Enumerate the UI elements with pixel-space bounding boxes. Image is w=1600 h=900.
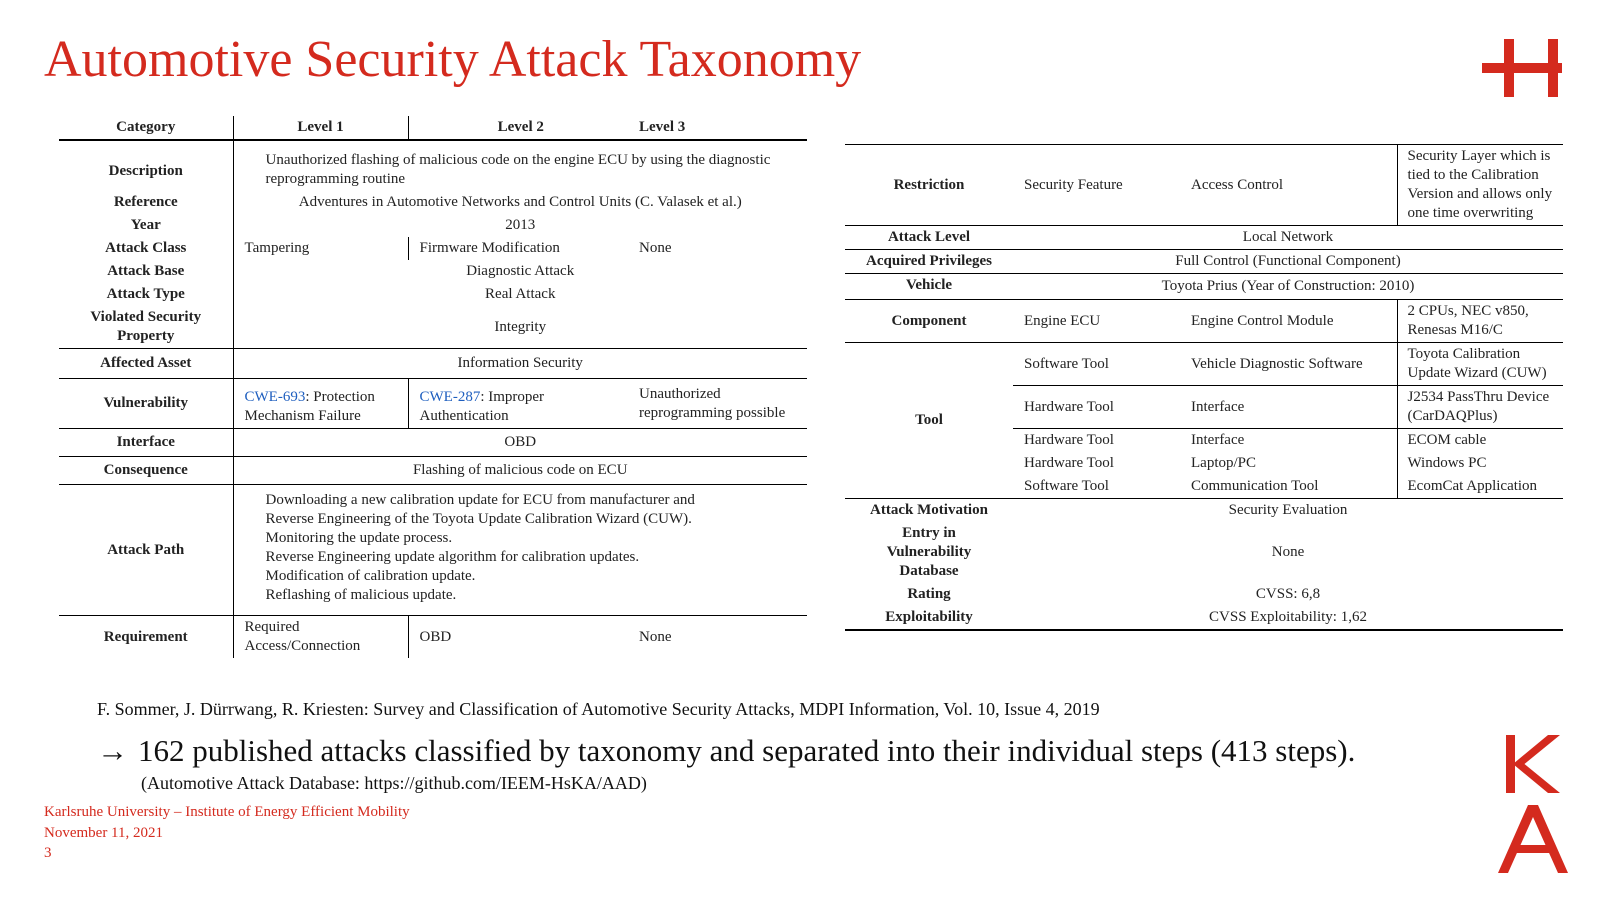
vulnerability-level1 bbox=[233, 379, 408, 429]
cwe-693-link[interactable]: CWE-693 bbox=[244, 389, 306, 405]
component-level1: Engine ECU bbox=[1024, 312, 1101, 329]
vulnerability-level1-text: : Protection Mechanism Failure bbox=[244, 389, 375, 424]
requirement-level2: OBD bbox=[419, 628, 452, 645]
slide-title: Automotive Security Attack Taxonomy bbox=[44, 31, 862, 88]
attack-taxonomy-table-right bbox=[845, 144, 1563, 631]
row-label-acquired-privileges: Acquired Privileges bbox=[866, 253, 992, 269]
attack-path-step: Downloading a new calibration update for ECU from manufacturer and bbox=[265, 492, 695, 508]
tool-row2-level1: Hardware Tool bbox=[1024, 398, 1114, 415]
tool-row4-level2: Laptop/PC bbox=[1191, 455, 1257, 471]
row-label-restriction: Restriction bbox=[893, 176, 965, 193]
row-label-attack-type: Attack Type bbox=[59, 283, 233, 306]
interface-value: OBD bbox=[504, 434, 537, 450]
cwe-287-link[interactable]: CWE-287 bbox=[419, 389, 481, 405]
attack-class-level3: None bbox=[639, 240, 672, 256]
table-row bbox=[845, 226, 1563, 250]
table-row bbox=[59, 260, 807, 283]
summary-bullet bbox=[97, 733, 1355, 769]
tool-row1-level1: Software Tool bbox=[1024, 355, 1109, 372]
footer-date: November 11, 2021 bbox=[44, 825, 164, 841]
vulnerability-db-value: None bbox=[1271, 544, 1305, 560]
row-label-attack-level: Attack Level bbox=[887, 229, 971, 245]
tool-row5-level2: Communication Tool bbox=[1191, 478, 1319, 494]
row-label-affected-asset: Affected Asset bbox=[59, 349, 233, 379]
year-value: 2013 bbox=[505, 217, 536, 233]
tool-row1-level3: Toyota Calibration Update Wizard (CUW) bbox=[1397, 343, 1563, 386]
tool-row5-level1: Software Tool bbox=[1024, 478, 1109, 494]
tool-row2-level2: Interface bbox=[1191, 398, 1245, 415]
affected-asset-value: Information Security bbox=[457, 355, 583, 371]
row-label-interface: Interface bbox=[59, 429, 233, 457]
attack-taxonomy-table-left bbox=[59, 116, 807, 658]
row-label-violated-property: Violated Security Property bbox=[59, 306, 233, 349]
component-level2: Engine Control Module bbox=[1191, 312, 1334, 329]
row-label-component: Component bbox=[891, 312, 967, 329]
table-row bbox=[845, 300, 1563, 343]
row-label-vulnerability: Vulnerability bbox=[59, 379, 233, 429]
tool-row2-level3: J2534 PassThru Device (CarDAQPlus) bbox=[1397, 386, 1563, 429]
reference-value: Adventures in Automotive Networks and Control Units (C. Valasek et al.) bbox=[298, 194, 742, 210]
table-row bbox=[59, 616, 807, 659]
tool-row3-level3: ECOM cable bbox=[1397, 429, 1563, 453]
exploitability-value: CVSS Exploitability: 1,62 bbox=[1209, 609, 1367, 625]
attack-path-step: Reverse Engineering of the Toyota Update Calibration Wizard (CUW). bbox=[265, 511, 692, 527]
table-row bbox=[845, 274, 1563, 300]
vulnerability-level2-text: : Improper Authentication bbox=[419, 389, 545, 424]
table-row bbox=[845, 250, 1563, 274]
violated-property-value: Integrity bbox=[494, 318, 547, 335]
vulnerability-level2 bbox=[408, 379, 633, 429]
rating-value: CVSS: 6,8 bbox=[1255, 586, 1321, 602]
attack-path-list bbox=[233, 485, 807, 616]
summary-bullet-text: 162 published attacks classified by taxonomy and separated into their individual steps (413 steps). bbox=[138, 733, 1356, 768]
attack-level-value: Local Network bbox=[1242, 229, 1334, 245]
description-value: Unauthorized flashing of malicious code on the engine ECU by using the diagnostic reprogramming routine bbox=[265, 152, 771, 187]
table-row bbox=[845, 606, 1563, 630]
tool-row1-level2: Vehicle Diagnostic Software bbox=[1191, 355, 1363, 372]
col-header-level3: Level 3 bbox=[639, 119, 686, 135]
tool-row4-level3: Windows PC bbox=[1397, 452, 1563, 475]
table-row bbox=[59, 379, 807, 429]
tool-row5-level3: EcomCat Application bbox=[1397, 475, 1563, 499]
row-label-tool: Tool bbox=[845, 343, 1013, 499]
col-header-category: Category bbox=[59, 116, 233, 140]
restriction-level3: Security Layer which is tied to the Calibration Version and allows only one time overwriting bbox=[1397, 145, 1563, 226]
restriction-level1: Security Feature bbox=[1024, 176, 1123, 193]
row-label-vulnerability-db: Entry in Vulnerability Database bbox=[886, 525, 972, 579]
tool-row4-level1: Hardware Tool bbox=[1024, 455, 1114, 471]
table-row bbox=[59, 237, 807, 260]
table-row bbox=[845, 145, 1563, 226]
attack-motivation-value: Security Evaluation bbox=[1228, 502, 1348, 518]
restriction-level2: Access Control bbox=[1191, 176, 1284, 193]
table-row bbox=[845, 583, 1563, 606]
row-label-attack-path: Attack Path bbox=[59, 485, 233, 616]
col-header-level2: Level 2 bbox=[497, 119, 544, 135]
row-label-vehicle: Vehicle bbox=[905, 277, 953, 293]
database-note[interactable]: (Automotive Attack Database: https://github.com/IEEM-HsKA/AAD) bbox=[141, 773, 647, 793]
requirement-level1: Required Access/Connection bbox=[233, 616, 408, 659]
attack-path-step: Modification of calibration update. bbox=[265, 568, 476, 584]
attack-path-step: Reflashing of malicious update. bbox=[265, 587, 457, 603]
footer-page-number: 3 bbox=[44, 845, 52, 861]
attack-class-level1: Tampering bbox=[233, 237, 408, 260]
row-label-attack-motivation: Attack Motivation bbox=[870, 502, 988, 518]
row-label-rating: Rating bbox=[907, 586, 951, 602]
footer-organization: Karlsruhe University – Institute of Energy Efficient Mobility bbox=[44, 804, 410, 820]
attack-path-step: Monitoring the update process. bbox=[265, 530, 453, 546]
row-label-year: Year bbox=[59, 214, 233, 237]
table-row bbox=[845, 522, 1563, 583]
attack-base-value: Diagnostic Attack bbox=[466, 263, 575, 279]
table-row bbox=[59, 191, 807, 214]
vehicle-value: Toyota Prius (Year of Construction: 2010) bbox=[1161, 278, 1415, 294]
table-row bbox=[59, 485, 807, 616]
attack-class-level2: Firmware Modification bbox=[419, 240, 560, 256]
table-row bbox=[59, 457, 807, 485]
table-row bbox=[59, 349, 807, 379]
ka-logo-icon bbox=[1492, 735, 1572, 875]
col-header-level1: Level 1 bbox=[233, 116, 408, 140]
tool-row3-level1: Hardware Tool bbox=[1024, 432, 1114, 448]
row-label-requirement: Requirement bbox=[59, 616, 233, 659]
vulnerability-level3: Unauthorized reprogramming possible bbox=[639, 385, 786, 421]
attack-path-step: Reverse Engineering update algorithm for calibration updates. bbox=[265, 549, 640, 565]
tool-row3-level2: Interface bbox=[1191, 432, 1245, 448]
table-row bbox=[59, 306, 807, 349]
table-row bbox=[59, 140, 807, 191]
row-label-exploitability: Exploitability bbox=[885, 609, 973, 625]
university-logo-mark-icon bbox=[1482, 39, 1562, 99]
requirement-level3: None bbox=[639, 628, 672, 645]
attack-type-value: Real Attack bbox=[485, 286, 556, 302]
arrow-right-icon: → bbox=[97, 733, 128, 768]
source-citation: F. Sommer, J. Dürrwang, R. Kriesten: Survey and Classification of Automotive Security Attacks, MDPI Information, Vol. 10, Issue 4, 2019 bbox=[97, 699, 1100, 719]
table-row bbox=[845, 343, 1563, 386]
row-label-consequence: Consequence bbox=[59, 457, 233, 485]
consequence-value: Flashing of malicious code on ECU bbox=[412, 462, 628, 478]
row-label-attack-base: Attack Base bbox=[59, 260, 233, 283]
table-row bbox=[845, 499, 1563, 523]
table-row bbox=[59, 214, 807, 237]
row-label-description: Description bbox=[59, 140, 233, 191]
table-header-row bbox=[59, 116, 807, 140]
acquired-privileges-value: Full Control (Functional Component) bbox=[1175, 253, 1401, 269]
table-row bbox=[59, 283, 807, 306]
component-level3: 2 CPUs, NEC v850, Renesas M16/C bbox=[1397, 300, 1563, 343]
table-row bbox=[59, 429, 807, 457]
row-label-attack-class: Attack Class bbox=[59, 237, 233, 260]
row-label-reference: Reference bbox=[59, 191, 233, 214]
